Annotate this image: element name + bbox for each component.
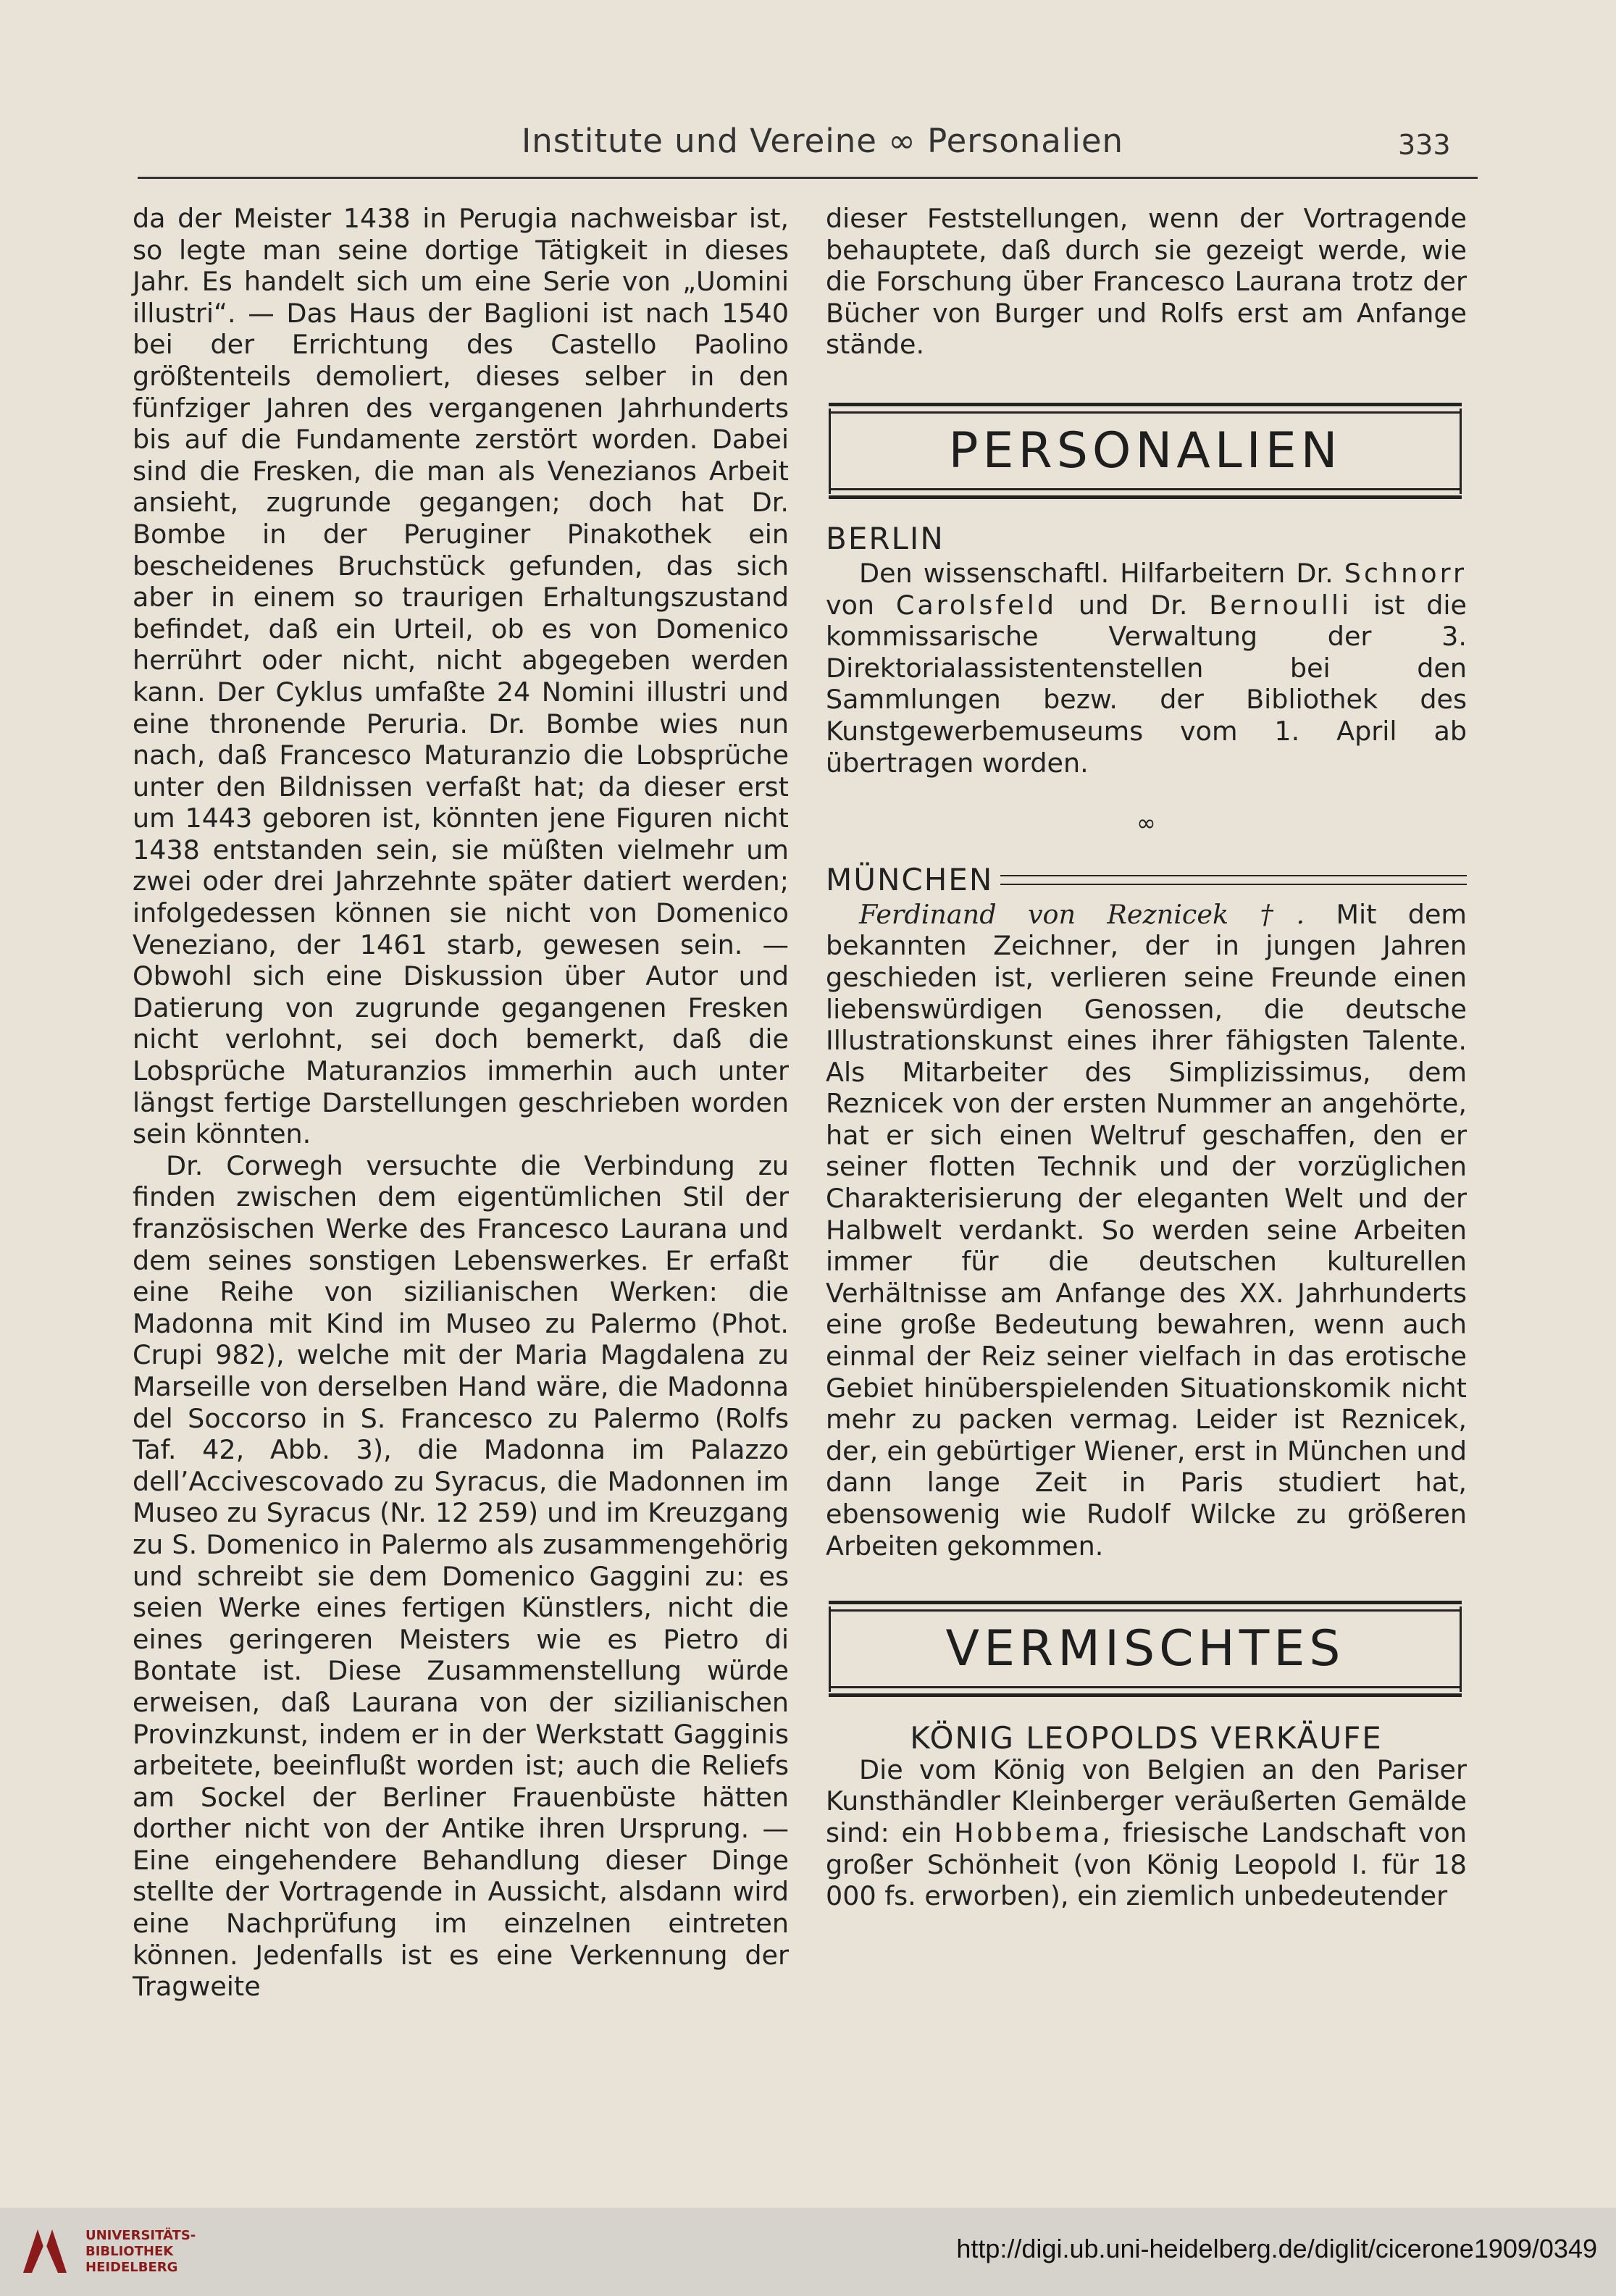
paragraph: Den wissenschaftl. Hilfarbeitern Dr. Schnorr von Carolsfeld und Dr. Bernoulli ist die kommissarische Verwaltung der 3. Direktorialassistentenstellen bei den Sammlungen bezw. der Bibliothek des Kunstgewerbemuseums vom 1. April ab übertragen worden. xyxy=(826,557,1467,779)
person-name: Bernoulli xyxy=(1209,589,1352,621)
left-column xyxy=(133,203,789,2003)
person-name: Hobbema xyxy=(954,1817,1102,1848)
city-heading-berlin: BERLIN xyxy=(826,520,945,556)
section-banner-vermischtes xyxy=(829,1596,1465,1705)
heading-rule xyxy=(1000,875,1467,885)
paragraph: Die vom König von Belgien an den Pariser Kunsthändler Kleinberger veräußerten Gemälde sind: ein Hobbema, friesische Landschaft von großer Schönheit (von König Leopold I. für 18 000 fs. erworben), ein ziemlich unbedeutender xyxy=(826,1754,1467,1912)
university-library-logo-icon xyxy=(16,2222,74,2280)
footer-bar xyxy=(0,2208,1616,2296)
paragraph: Ferdinand von Reznicek †. Mit dem bekannten Zeichner, der in jungen Jahren geschieden ist, verlieren seine Freunde einen liebenswürdigen Genossen, die deutsche Illustrationskunst eines ihrer fähigsten Talente. Als Mitarbeiter des Simplizissimus, dem Reznicek von der ersten Nummer an angehörte, hat er sich einen Weltruf geschaffen, den er seiner flotten Technik und der vorzüglichen Charakterisierung der eleganten Welt und der Halbwelt verdankt. So werden seine Arbeiten immer für die deutschen kulturellen Verhältnisse am Anfange des XX. Jahrhunderts eine große Bedeutung bewahren, wenn auch einmal der Reiz seiner vielfach in das erotische Gebiet hinüberspielenden Situationskomik nicht mehr zu packen vermag. Leider ist Reznicek, der, ein gebürtiger Wiener, erst in München und dann lange Zeit in Paris studiert hat, ebensowenig wie Rudolf Wilcke zu größeren Arbeiten gekommen. xyxy=(826,898,1467,1562)
section-title: PERSONALIEN xyxy=(948,422,1342,479)
person-name: Schnorr xyxy=(1344,557,1467,589)
city-heading-muenchen: MÜNCHEN xyxy=(826,861,1467,899)
right-column xyxy=(826,203,1467,1912)
source-url-link[interactable]: http://digi.ub.uni-heidelberg.de/diglit/cicerone1909/0349 xyxy=(956,2234,1597,2263)
section-title: VERMISCHTES xyxy=(945,1620,1345,1678)
person-name: Carolsfeld xyxy=(895,589,1058,621)
paragraph: dieser Feststellungen, wenn der Vortragende behauptete, daß durch sie gezeigt werde, wie die Forschung über Francesco Laurana trotz der Bücher von Burger und Rolfs erst am Anfange stände. xyxy=(826,203,1467,361)
header-rule xyxy=(138,177,1478,179)
subheading: KÖNIG LEOPOLDS VERKÄUFE xyxy=(910,1720,1383,1756)
paragraph: Dr. Corwegh versuchte die Verbindung zu finden zwischen dem eigentümlichen Stil der französischen Werke des Francesco Laurana und dem seines sonstigen Lebenswerkes. Er erfaßt eine Reihe von sizilianischen Werken: die Madonna mit Kind im Museo zu Palermo (Phot. Crupi 982), welche mit der Maria Magdalena zu Marseille von derselben Hand wäre, die Madonna del Soccorso in S. Francesco zu Palermo (Rolfs Taf. 42, Abb. 3), die Madonna im Palazzo dell’Accivescovado zu Syracus, die Madonnen im Museo zu Syracus (Nr. 12 259) und im Kreuzgang zu S. Domenico in Palermo als zusammengehörig und schreibt sie dem Domenico Gaggini zu: es seien Werke eines fertigen Künstlers, nicht die eines geringeren Meisters wie es Pietro di Bontate ist. Diese Zusammenstellung würde erweisen, daß Laurana von der sizilianischen Provinzkunst, indem er in der Werkstatt Gagginis arbeitete, beeinflußt worden ist; auch die Reliefs am Sockel der Berliner Frauenbüste hätten dorther nicht von der Antike ihren Ursprung. — Eine eingehendere Behandlung dieser Dinge stellte der Vortragende in Aussicht, alsdann wird eine Nachprüfung im einzelnen eintreten können. Jedenfalls ist es eine Verkennung der Tragweite xyxy=(133,1149,789,2003)
person-name: Ferdinand von Reznicek †. xyxy=(859,898,1305,930)
library-name: UNIVERSITÄTS- BIBLIOTHEK HEIDELBERG xyxy=(85,2228,196,2275)
running-title: Institute und Vereine ∞ Personalien xyxy=(522,122,1124,160)
running-header xyxy=(138,122,1478,165)
paragraph: da der Meister 1438 in Perugia nachweisbar ist, so legte man seine dortige Tätigkeit in dieses Jahr. Es handelt sich um eine Serie von „Uomini illustri“. — Das Haus der Baglioni ist nach 1540 bei der Errichtung des Castello Paolino größtenteils demoliert, dieses selber in den fünfziger Jahren des vergangenen Jahrhunderts bis auf die Fundamente zerstört worden. Dabei sind die Fresken, die man als Venezianos Arbeit ansieht, zugrunde gegangen; doch hat Dr. Bombe in der Peruginer Pinakothek ein bescheidenes Bruchstück gefunden, das sich aber in einem so traurigen Erhaltungszustand befindet, daß ein Urteil, ob es von Domenico herrührt oder nicht, nicht abgegeben werden kann. Der Cyklus umfaßte 24 Nomini illustri und eine thronende Peruria. Dr. Bombe wies nun nach, daß Francesco Maturanzio die Lobsprüche unter den Bildnissen verfaßt hat; da dieser erst um 1443 geboren ist, könnten jene Figuren nicht 1438 entstanden sein, sie müßten vielmehr um zwei oder drei Jahrzehnte später datiert werden; infolgedessen können sie nicht von Domenico Veneziano, der 1461 starb, gewesen sein. — Obwohl sich eine Diskussion über Autor und Datierung von zugrunde gegangenen Fresken nicht verlohnt, sei doch bemerkt, daß die Lobsprüche Maturanzios immerhin auch unter längst fertige Darstellungen geschrieben worden sein könnten. xyxy=(133,203,789,1150)
section-banner-personalien xyxy=(829,398,1465,507)
page-number: 333 xyxy=(1398,129,1451,161)
ornament: ∞ xyxy=(1136,809,1156,837)
